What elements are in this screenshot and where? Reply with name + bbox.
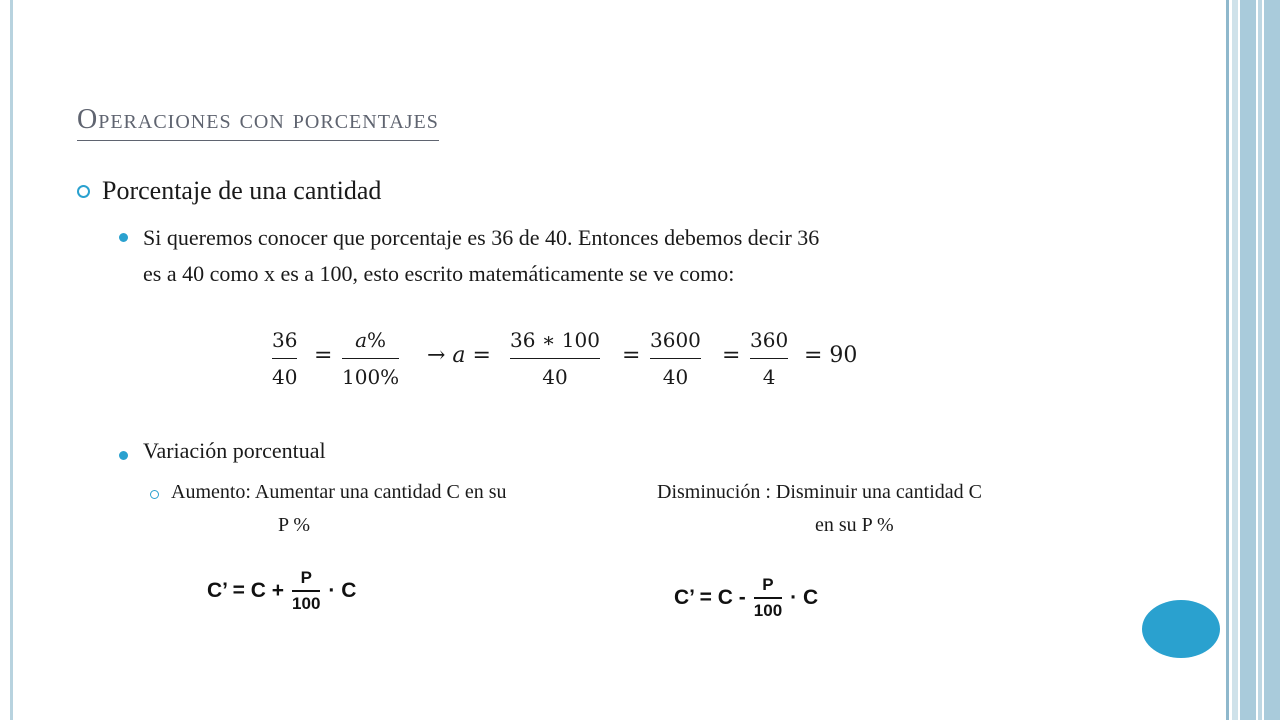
increase-formula: [207, 568, 356, 614]
fraction-bar: [342, 358, 399, 359]
fraction-bar: [750, 358, 788, 359]
equals-sign: =: [314, 343, 333, 368]
fraction-3600-product: [510, 325, 600, 392]
denominator: 40: [662, 365, 689, 389]
formula-lhs: C’ = C +: [207, 579, 285, 602]
formula-fraction: [754, 575, 782, 621]
right-border-stripe: [1258, 0, 1262, 720]
increase-text: P %: [278, 514, 311, 536]
left-border: [10, 0, 13, 720]
fraction-bar: [292, 590, 320, 592]
fraction-360-4: [750, 325, 788, 392]
increase-text: Aumento: Aumentar una cantidad C en su: [171, 481, 507, 503]
bullet-dot-icon: [119, 451, 128, 460]
right-border-stripe: [1232, 0, 1238, 720]
formula-rhs: · C: [790, 586, 819, 609]
denominator: 100: [292, 594, 321, 613]
numerator: P: [762, 575, 774, 594]
variation-label: Variación porcentual: [143, 438, 326, 463]
paragraph: [143, 220, 1093, 292]
heading-text: Porcentaje de una cantidad: [102, 176, 382, 205]
fraction-3600-40: [650, 325, 701, 392]
bullet-dot-icon: [119, 233, 128, 242]
fraction-bar: [510, 358, 600, 359]
numerator: 36 ∗ 100: [510, 328, 600, 352]
denominator: 40: [542, 365, 568, 389]
result: = 90: [804, 343, 858, 368]
right-border-stripe: [1264, 0, 1280, 720]
ring-bullet-icon: [150, 490, 159, 499]
formula-fraction: [292, 568, 320, 614]
slide-title: Operaciones con porcentajes: [77, 100, 439, 141]
ring-bullet-icon: [77, 185, 90, 198]
right-border-stripe: [1226, 0, 1229, 720]
decorative-circle: [1142, 600, 1220, 658]
denominator: 40: [272, 365, 298, 389]
numerator: 36: [272, 328, 298, 352]
fraction-bar: [754, 597, 782, 599]
decrease-text: en su P %: [815, 514, 894, 536]
denominator: 4: [762, 365, 776, 389]
fraction-36-40: [272, 325, 297, 392]
paragraph-line: Si queremos conocer que porcentaje es 36 de 40. Entonces debemos decir 36: [143, 225, 820, 250]
formula-lhs: C’ = C -: [674, 586, 746, 609]
fraction-bar: [650, 358, 701, 359]
fraction-a-100: [342, 325, 399, 392]
formula-rhs: · C: [328, 579, 357, 602]
numerator: 360: [750, 328, 789, 352]
denominator: 100: [753, 601, 783, 620]
numerator: 𝑎%: [355, 328, 387, 352]
arrow-a-equals: → 𝑎 =: [427, 343, 491, 368]
equals-sign: =: [622, 343, 641, 368]
right-border-stripe: [1240, 0, 1256, 720]
equals-sign: =: [722, 343, 741, 368]
denominator: 100%: [342, 365, 400, 389]
numerator: 3600: [650, 328, 701, 352]
decrease-formula: [674, 575, 818, 621]
fraction-bar: [272, 358, 297, 359]
decrease-text: Disminución : Disminuir una cantidad C: [657, 481, 982, 503]
heading-item: [77, 176, 381, 206]
paragraph-line: es a 40 como x es a 100, esto escrito matemáticamente se ve como:: [143, 261, 735, 286]
numerator: P: [300, 568, 312, 587]
